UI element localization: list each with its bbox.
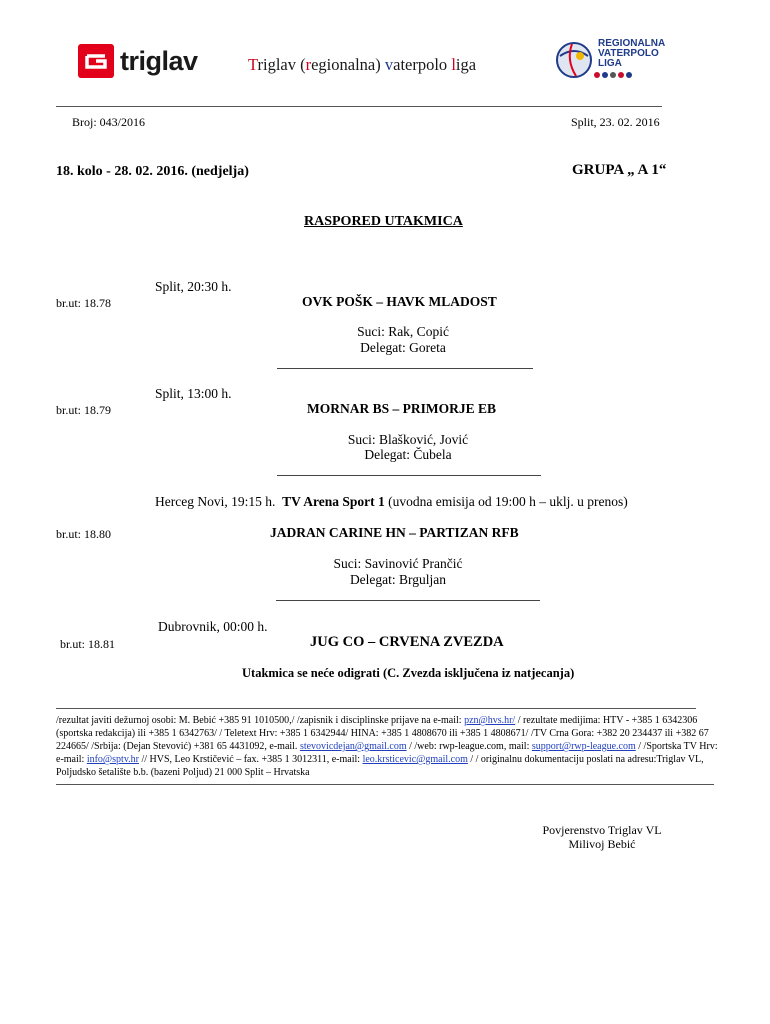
match-referees: Suci: Rak, Copić — [357, 324, 449, 339]
round-heading: 18. kolo - 28. 02. 2016. (nedjelja) — [56, 164, 249, 179]
match-teams: OVK POŠK – HAVK MLADOST — [302, 294, 497, 309]
document-number: Broj: 043/2016 — [72, 115, 146, 129]
schedule-title: RASPORED UTAKMICA — [304, 214, 463, 229]
group-heading: GRUPA „ A 1“ — [572, 162, 667, 178]
match-number: br.ut: 18.80 — [56, 527, 112, 541]
match-venue-time: Split, 13:00 h. — [155, 386, 232, 401]
match-teams: JUG CO – CRVENA ZVEZDA — [310, 634, 504, 650]
footer-divider-top — [56, 708, 696, 709]
match-separator — [277, 475, 541, 476]
match-number: br.ut: 18.78 — [56, 296, 112, 310]
match-referees: Suci: Savinović Prančić — [333, 556, 463, 571]
match-teams: JADRAN CARINE HN – PARTIZAN RFB — [270, 525, 519, 540]
email-link[interactable]: info@sptv.hr — [86, 754, 139, 765]
match-venue-time: Herceg Novi, 19:15 h. — [155, 494, 276, 509]
match-number: br.ut: 18.81 — [60, 637, 116, 651]
email-link[interactable]: leo.krsticevic@gmail.com — [362, 754, 468, 765]
rwp-logo-line-1: REGIONALNA — [598, 37, 666, 49]
country-flags-icon — [594, 72, 665, 78]
email-link[interactable]: support@rwp-league.com — [531, 741, 636, 752]
match-venue-time: Split, 20:30 h. — [155, 279, 232, 294]
match-separator — [277, 368, 533, 369]
triglav-logo-icon — [78, 44, 114, 78]
contact-info: /rezultat javiti dežurnoj osobi: M. Bebić +385 91 1010500,/ /zapisnik i disciplinske prijave na e-mail: pzn@hvs.hr/ / rezultate medijima: HTV - +385 1 6342306 (sportska redakcija) ili +385 1 6342763/ / Teletext Hrv: +385 1 6342944/ HINA: +385 1 4808670 ili +385 1 4808671/ /TV Crna Gora: +382 20 234437 ili +382 67 224665/ /Srbija: (Dejan Stevović) +381 65 4431092, e-mail. stevovicdejan@gmail.com / /web: rwp-league.com, mail: support@rwp-league.com / /Sportska TV Hrv: e-mail: info@sptv.hr // HVS, Leo Krstičević – fax. +385 1 3012311, e-mail: leo.krsticevic@gmail.com / / originalnu dokumentaciju poslati na adresu:Triglav VL, Poljudsko šetalište b.b. (bazeni Poljud) 21 000 Split – Hrvatska — [56, 715, 718, 778]
tv-channel: TV Arena Sport 1 — [282, 494, 385, 509]
match-number: br.ut: 18.79 — [56, 403, 112, 417]
triglav-logo — [78, 44, 198, 78]
match-venue-time: Dubrovnik, 00:00 h. — [158, 619, 268, 634]
footer-divider-bottom — [56, 784, 714, 785]
email-link[interactable]: pzn@hvs.hr/ — [464, 715, 516, 726]
match-separator — [276, 600, 540, 601]
rwp-league-logo — [554, 36, 665, 80]
email-link[interactable]: stevovicdejan@gmail.com — [299, 741, 407, 752]
tv-note: (uvodna emisija od 19:00 h – uklj. u prenos) — [388, 494, 628, 509]
rwp-logo-line-3: LIGA — [598, 57, 622, 69]
signature-name: Milivoj Bebić — [568, 837, 636, 851]
match-venue-tv — [155, 494, 628, 510]
match-referees: Suci: Blašković, Jović — [347, 432, 469, 447]
header-divider — [56, 106, 662, 107]
match-delegate: Delegat: Brguljan — [349, 572, 447, 587]
water-polo-ball-icon — [554, 36, 594, 80]
match-note: Utakmica se neće odigrati (C. Zvezda isključena iz natjecanja) — [242, 666, 575, 680]
match-delegate: Delegat: Goreta — [360, 340, 446, 355]
page-title: Triglav (regionalna) vaterpolo liga — [248, 55, 477, 74]
match-delegate: Delegat: Čubela — [364, 447, 452, 462]
rwp-logo-line-2: VATERPOLO — [598, 47, 659, 59]
signature-committee: Povjerenstvo Triglav VL — [542, 823, 662, 837]
match-teams: MORNAR BS – PRIMORJE EB — [307, 401, 497, 416]
triglav-logo-text: triglav — [120, 45, 198, 76]
place-date: Split, 23. 02. 2016 — [571, 115, 660, 129]
